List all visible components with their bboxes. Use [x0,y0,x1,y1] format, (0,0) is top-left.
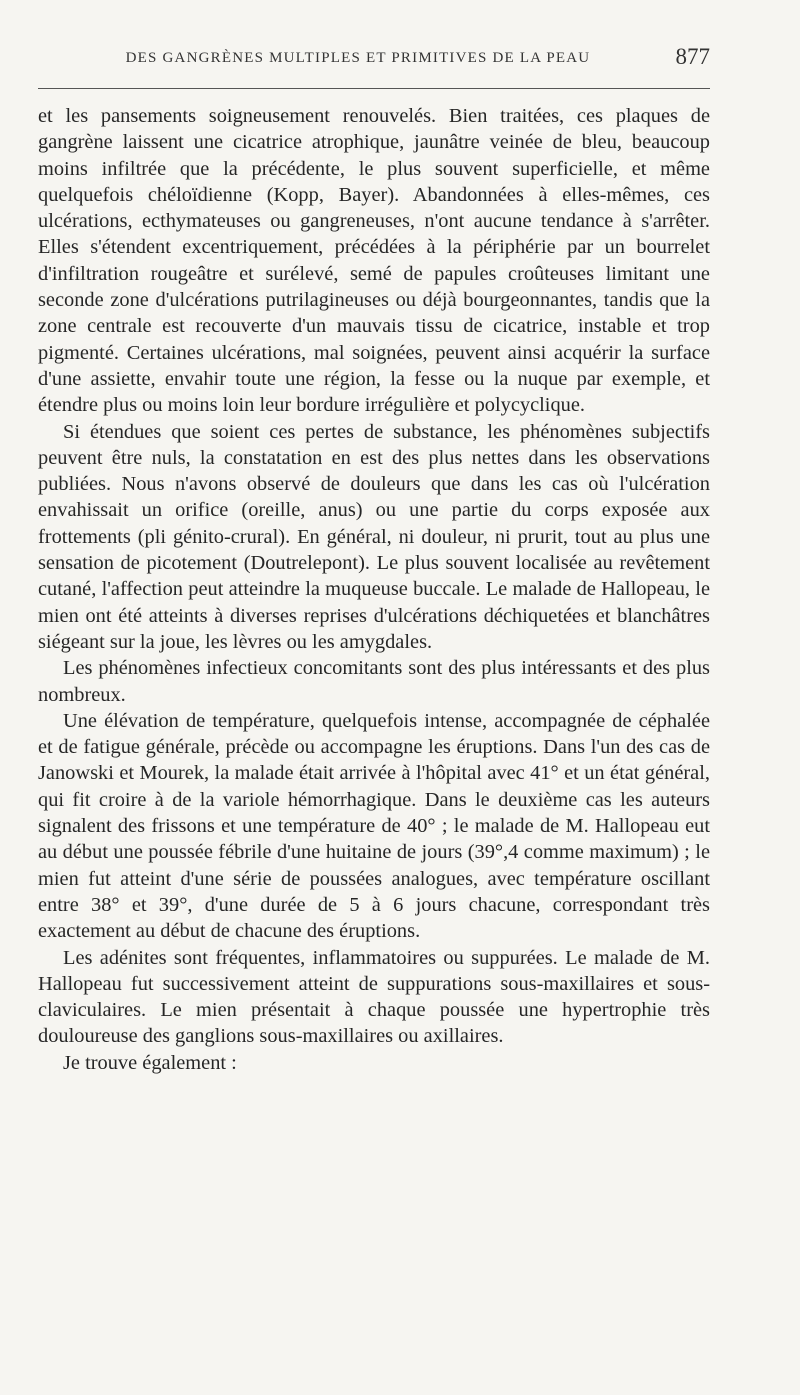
paragraph-closing: Je trouve également : [63,1051,237,1074]
paragraph-infectious-intro: Les phénomènes infectieux concomitants sont des plus intéressants et des plus nombreux. [38,657,710,706]
body-text [38,103,710,1076]
page-number: 877 [675,44,710,69]
running-title: DES GANGRÈNES MULTIPLES ET PRIMITIVES DE LA PEAU [125,50,591,66]
header-rule [38,88,710,89]
running-head [38,44,710,76]
paragraph-subjective-symptoms: Si étendues que soient ces pertes de substance, les phénomènes subjectifs peuvent être nuls, la constatation en est des plus nettes dans les observations publiées. Nous n'avons observé de douleurs que dans les cas où l'ulcération envahissait un orifice (oreille, anus) ou une partie du corps exposée aux frottements (pli génito-crural). En général, ni douleur, ni prurit, tout au plus une sensation de picotement (Doutrelepont). Le plus souvent localisée au revêtement cutané, l'affection peut atteindre la muqueuse buccale. Le malade de Hallopeau, le mien ont été atteints à diverses reprises d'ulcérations déchiquetées et blanchâtres siégeant sur la joue, les lèvres ou les amygdales. [38,420,710,653]
paragraph-continued: et les pansements soigneusement renouvelés. Bien traitées, ces plaques de gangrène laissent une cicatrice atrophique, jaunâtre veinée de bleu, beaucoup moins infiltrée que la précédente, le plus souvent superficielle, et même quelquefois chéloïdienne (Kopp, Bayer). Abandonnées à elles-mêmes, ces ulcérations, ecthymateuses ou gangreneuses, n'ont aucune tendance à s'arrêter. Elles s'étendent excentriquement, précédées à la périphérie par un bourrelet d'infiltration rougeâtre et surélevé, semé de papules croûteuses limitant une seconde zone d'ulcérations putrilagineuses ou déjà bourgeonnantes, tandis que la zone centrale est recouverte d'un mauvais tissu de cicatrice, instable et trop pigmenté. Certaines ulcérations, mal soignées, peuvent ainsi acquérir la surface d'une assiette, envahir toute une région, la fesse ou la nuque par exemple, et étendre plus ou moins loin leur bordure irrégulière et polycyclique. [38,105,710,417]
paragraph-temperature: Une élévation de température, quelquefois intense, accompagnée de céphalée et de fatigue générale, précède ou accompagne les éruptions. Dans l'un des cas de Janowski et Mourek, la malade était arrivée à l'hôpital avec 41° et un état général, qui fit croire à de la variole hémorrhagique. Dans le deuxième cas les auteurs signalent des frissons et une température de 40° ; le malade de M. Hallopeau eut au début une poussée fébrile d'une huitaine de jours (39°,4 comme maximum) ; le mien fut atteint d'une série de poussées analogues, avec température oscillant entre 38° et 39°, d'une durée de 5 à 6 jours chacune, correspondant très exactement au début de chacune des éruptions. [38,709,710,943]
paragraph-adenitis: Les adénites sont fréquentes, inflammatoires ou suppurées. Le malade de M. Hallopeau fut successivement atteint de suppurations sous-maxillaires et sous-claviculaires. Le mien présentait à chaque poussée une hypertrophie très douloureuse des ganglions sous-maxillaires ou axillaires. [38,946,710,1048]
